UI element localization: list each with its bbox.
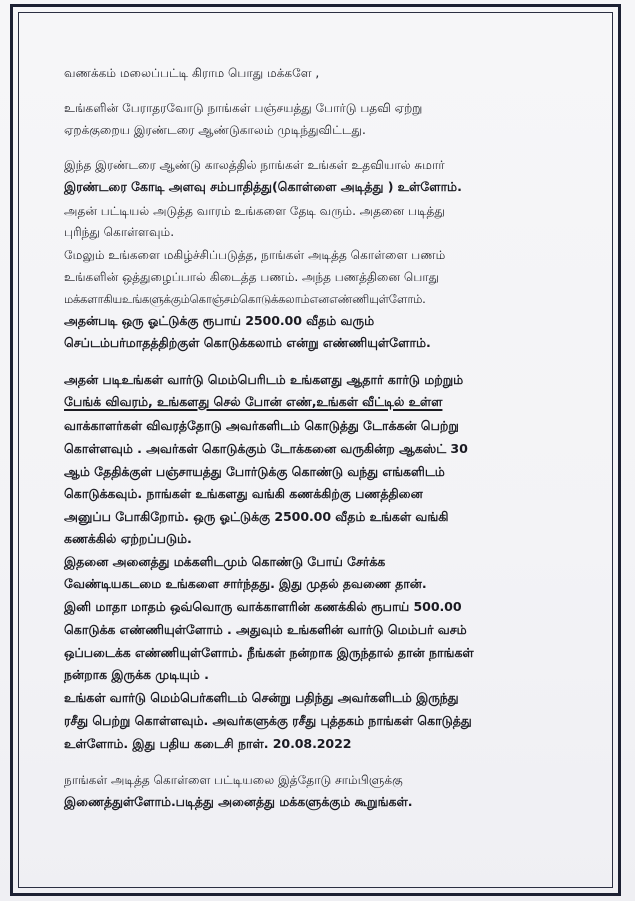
paragraph-3-line-3: மக்களாகியஉங்களுக்கும்கொஞ்சம்கொடுக்கலாம்எனஎண்ணியுள்ளோம்.	[64, 292, 426, 306]
paragraph-6-line-2: ரசீது பெற்று கொள்ளவும். அவர்களுக்கு ரசீது புத்தகம் நாங்கள் கொடுத்து	[64, 713, 472, 728]
paragraph-4-line-4: கொள்ளவும் . அவர்கள் கொடுக்கும் டோக்கனை வருகின்ற ஆகஸ்ட் 30	[64, 441, 468, 456]
paragraph-2-line-4: புரிந்து கொள்ளவும்.	[64, 225, 174, 239]
paragraph-4-line-3: வாக்காளர்கள் விவரத்தோடு அவர்களிடம் கொடுத்து டோக்கன் பெற்று	[64, 418, 459, 433]
paragraph-7-line-2: இணைத்துள்ளோம்.படித்து அனைத்து மக்களுக்கும் கூறுங்கள்.	[64, 794, 413, 809]
paragraph-2-line-3: அதன் பட்டியல் அடுத்த வாரம் உங்களை தேடி வரும். அதனை படித்து	[64, 204, 445, 218]
paragraph-6-line-1: உங்கள் வார்டு மெம்பெர்களிடம் சென்று பதிந்து அவர்களிடம் இருந்து	[64, 690, 459, 705]
greeting: வணக்கம் மலைப்பட்டி கிராம பொது மக்களே ,	[64, 66, 320, 80]
paragraph-5-line-5: ஒப்படைக்க எண்ணியுள்ளோம். நீங்கள் நன்றாக இருந்தால் தான் நாங்கள்	[64, 645, 474, 660]
paragraph-5-line-1: இதனை அனைத்து மக்களிடமும் கொண்டு போய் சேர்க்க	[64, 554, 386, 569]
paragraph-4-line-6: கொடுக்கவும். நாங்கள் உங்களது வங்கி கணக்கிற்கு பணத்தினை	[64, 486, 423, 501]
paragraph-4-line-2: பேங்க் விவரம், உங்களது செல் போன் எண்,உங்கள் வீட்டில் உள்ள	[64, 394, 443, 409]
paragraph-4-line-5: ஆம் தேதிக்குள் பஞ்சாயத்து போர்டுக்கு கொண்டு வந்து எங்களிடம்	[64, 464, 445, 479]
paragraph-3-line-1: மேலும் உங்களை மகிழ்ச்சிப்படுத்த, நாங்கள் அடித்த கொள்ளை பணம்	[64, 248, 446, 262]
paragraph-1-line-1: உங்களின் பேராதரவோடு நாங்கள் பஞ்சயத்து போர்டு பதவி ஏற்று	[64, 101, 423, 115]
paragraph-4-line-1: அதன் படிஉங்கள் வார்டு மெம்பெரிடம் உங்களது ஆதார் கார்டு மற்றும்	[64, 372, 464, 387]
paragraph-2-line-1: இந்த இரண்டரை ஆண்டு காலத்தில் நாங்கள் உங்கள் உதவியால் சுமார்	[64, 158, 445, 172]
paragraph-5-line-4: கொடுக்க எண்ணியுள்ளோம் . அதுவும் உங்களின் வார்டு மெம்பர் வசம்	[64, 622, 467, 637]
paragraph-7-line-1: நாங்கள் அடித்த கொள்ளை பட்டியலை இத்தோடு சாம்பிளுக்கு	[64, 773, 403, 787]
paragraph-3-line-4: அதன்படி ஒரு ஓட்டுக்கு ரூபாய் 2500.00 வீதம் வரும்	[64, 313, 375, 328]
paragraph-4-line-8: கணக்கில் ஏற்றப்படும்.	[64, 531, 192, 546]
paragraph-5-line-6: நன்றாக இருக்க முடியும் .	[64, 667, 209, 682]
paragraph-5-line-3: இனி மாதா மாதம் ஒவ்வொரு வாக்காளரின் கணக்கில் ரூபாய் 500.00	[64, 599, 462, 614]
paragraph-3-line-2: உங்களின் ஒத்துழைப்பால் கிடைத்த பணம். அந்த பணத்தினை பொது	[64, 270, 440, 284]
paragraph-6-line-3: உள்ளோம். இது பதிய கடைசி நாள். 20.08.2022	[64, 736, 352, 751]
paragraph-3-line-5: செப்டம்பர்மாதத்திற்குள் கொடுக்கலாம் என்று எண்ணியுள்ளோம்.	[64, 335, 431, 350]
paragraph-2-line-2: இரண்டரை கோடி அளவு சம்பாதித்து(கொள்ளை அடித்து ) உள்ளோம்.	[64, 179, 462, 194]
paragraph-1-line-2: ஏறக்குறைய இரண்டரை ஆண்டுகாலம் முடிந்துவிட்டது.	[64, 123, 366, 137]
paragraph-5-line-2: வேண்டியகடமை உங்களை சார்ந்தது. இது முதல் தவணை தான்.	[64, 576, 427, 591]
paragraph-4-line-7: அனுப்ப போகிறோம். ஒரு ஓட்டுக்கு 2500.00 வீதம் உங்கள் வங்கி	[64, 509, 449, 524]
